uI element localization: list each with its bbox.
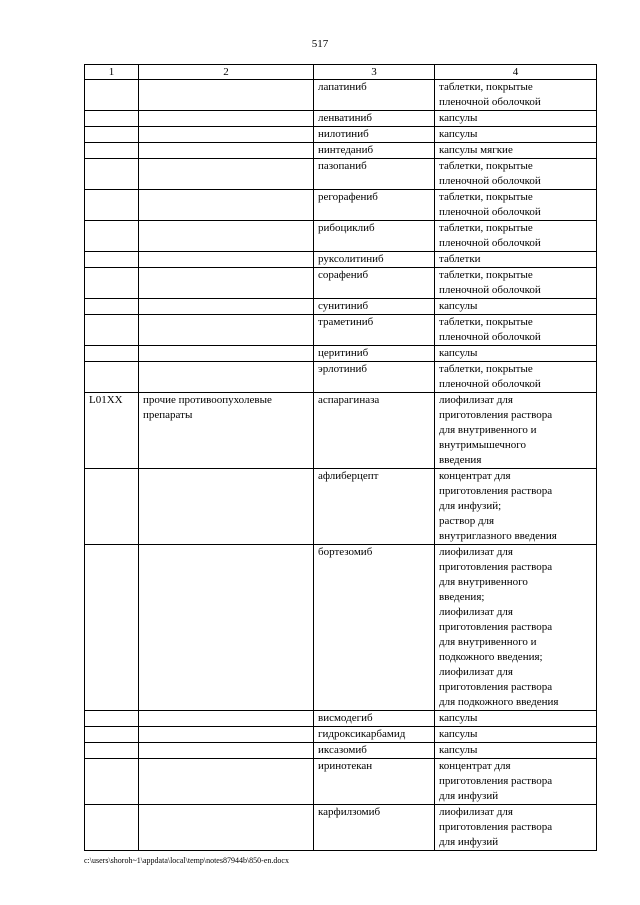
drug-name-cell bbox=[314, 143, 435, 159]
drug-name-cell bbox=[314, 127, 435, 143]
drug-name-cell-text: лапатиниб bbox=[318, 81, 367, 93]
drug-name-cell-text: эрлотиниб bbox=[318, 363, 367, 375]
drug-name-cell bbox=[314, 743, 435, 759]
dosage-form-cell-text: капсулы bbox=[439, 300, 478, 312]
dosage-form-cell bbox=[435, 127, 597, 143]
drug-name-cell-text: пазопаниб bbox=[318, 160, 367, 172]
table-row bbox=[85, 469, 597, 545]
table-row bbox=[85, 127, 597, 143]
group-name-cell bbox=[139, 143, 314, 159]
table-row bbox=[85, 727, 597, 743]
dosage-form-cell-text: лиофилизат для приготовления раствора для инфузий bbox=[439, 806, 553, 848]
atc-code-cell bbox=[85, 221, 139, 252]
drug-name-cell-text: гидроксикарбамид bbox=[318, 728, 406, 740]
dosage-form-cell-text: капсулы мягкие bbox=[439, 144, 513, 156]
dosage-form-cell-text: таблетки, покрытые пленочной оболочкой bbox=[439, 269, 541, 296]
table-row bbox=[85, 545, 597, 711]
drug-name-cell-text: церитиниб bbox=[318, 347, 369, 359]
table-row bbox=[85, 252, 597, 268]
drug-table bbox=[84, 64, 597, 851]
table-row bbox=[85, 805, 597, 851]
dosage-form-cell bbox=[435, 346, 597, 362]
table-row bbox=[85, 143, 597, 159]
drug-name-cell bbox=[314, 315, 435, 346]
dosage-form-cell-text: таблетки bbox=[439, 253, 481, 265]
atc-code-cell bbox=[85, 80, 139, 111]
dosage-form-cell bbox=[435, 299, 597, 315]
dosage-form-cell bbox=[435, 805, 597, 851]
table-body bbox=[85, 80, 597, 851]
drug-name-cell bbox=[314, 805, 435, 851]
dosage-form-cell-text: капсулы bbox=[439, 744, 478, 756]
drug-name-cell-text: сорафениб bbox=[318, 269, 369, 281]
dosage-form-cell bbox=[435, 111, 597, 127]
drug-name-cell bbox=[314, 727, 435, 743]
atc-code-cell bbox=[85, 143, 139, 159]
group-name-cell bbox=[139, 393, 314, 469]
atc-code-cell bbox=[85, 127, 139, 143]
dosage-form-cell bbox=[435, 393, 597, 469]
dosage-form-cell-text: таблетки, покрытые пленочной оболочкой bbox=[439, 160, 541, 187]
table-row bbox=[85, 711, 597, 727]
dosage-form-cell bbox=[435, 80, 597, 111]
drug-name-cell bbox=[314, 252, 435, 268]
atc-code-cell bbox=[85, 111, 139, 127]
drug-name-cell-text: аспарагиназа bbox=[318, 394, 380, 406]
group-name-cell bbox=[139, 315, 314, 346]
drug-name-cell bbox=[314, 362, 435, 393]
atc-code-cell-text: L01XX bbox=[89, 394, 123, 406]
drug-name-cell bbox=[314, 111, 435, 127]
dosage-form-cell-text: лиофилизат для приготовления раствора для внутривенного введения; лиофилизат для приготовления раствора для внутривенного и подкожного введения; лиофилизат для приготовления раствора для подкожного введения bbox=[439, 546, 559, 708]
table-header-row bbox=[85, 65, 597, 80]
atc-code-cell bbox=[85, 252, 139, 268]
dosage-form-cell bbox=[435, 143, 597, 159]
table-row bbox=[85, 759, 597, 805]
drug-name-cell bbox=[314, 268, 435, 299]
dosage-form-cell bbox=[435, 727, 597, 743]
dosage-form-cell-text: таблетки, покрытые пленочной оболочкой bbox=[439, 316, 541, 343]
drug-name-cell bbox=[314, 190, 435, 221]
drug-name-cell-text: нинтеданиб bbox=[318, 144, 374, 156]
drug-name-cell-text: руксолитиниб bbox=[318, 253, 384, 265]
atc-code-cell bbox=[85, 315, 139, 346]
atc-code-cell bbox=[85, 805, 139, 851]
dosage-form-cell-text: концентрат для приготовления раствора для инфузий; раствор для внутриглазного введения bbox=[439, 470, 557, 542]
drug-name-cell bbox=[314, 80, 435, 111]
header-col-2: 2 bbox=[139, 65, 314, 80]
drug-name-cell-text: афлиберцепт bbox=[318, 470, 379, 482]
table-row bbox=[85, 393, 597, 469]
drug-name-cell bbox=[314, 299, 435, 315]
table-row bbox=[85, 268, 597, 299]
dosage-form-cell-text: капсулы bbox=[439, 347, 478, 359]
drug-name-cell-text: иксазомиб bbox=[318, 744, 367, 756]
table-row bbox=[85, 362, 597, 393]
dosage-form-cell-text: таблетки, покрытые пленочной оболочкой bbox=[439, 222, 541, 249]
group-name-cell bbox=[139, 127, 314, 143]
dosage-form-cell bbox=[435, 315, 597, 346]
header-col-3: 3 bbox=[314, 65, 435, 80]
atc-code-cell bbox=[85, 393, 139, 469]
dosage-form-cell bbox=[435, 469, 597, 545]
group-name-cell bbox=[139, 111, 314, 127]
footer-file-path: c:\users\shoroh~1\appdata\local\temp\notes87944b\850-en.docx bbox=[84, 856, 289, 865]
group-name-cell bbox=[139, 268, 314, 299]
drug-name-cell-text: карфилзомиб bbox=[318, 806, 381, 818]
drug-name-cell bbox=[314, 711, 435, 727]
atc-code-cell bbox=[85, 545, 139, 711]
drug-name-cell bbox=[314, 545, 435, 711]
drug-name-cell-text: нилотиниб bbox=[318, 128, 369, 140]
group-name-cell bbox=[139, 711, 314, 727]
group-name-cell bbox=[139, 159, 314, 190]
drug-name-cell bbox=[314, 221, 435, 252]
group-name-cell bbox=[139, 743, 314, 759]
group-name-cell bbox=[139, 362, 314, 393]
drug-name-cell bbox=[314, 469, 435, 545]
dosage-form-cell bbox=[435, 743, 597, 759]
dosage-form-cell bbox=[435, 159, 597, 190]
drug-name-cell-text: бортезомиб bbox=[318, 546, 373, 558]
table-row bbox=[85, 346, 597, 362]
dosage-form-cell bbox=[435, 190, 597, 221]
page-number: 517 bbox=[311, 38, 329, 50]
dosage-form-cell-text: таблетки, покрытые пленочной оболочкой bbox=[439, 363, 541, 390]
table-row bbox=[85, 159, 597, 190]
atc-code-cell bbox=[85, 727, 139, 743]
group-name-cell bbox=[139, 190, 314, 221]
table-row bbox=[85, 80, 597, 111]
dosage-form-cell bbox=[435, 268, 597, 299]
atc-code-cell bbox=[85, 190, 139, 221]
dosage-form-cell-text: концентрат для приготовления раствора для инфузий bbox=[439, 760, 553, 802]
dosage-form-cell-text: таблетки, покрытые пленочной оболочкой bbox=[439, 191, 541, 218]
atc-code-cell bbox=[85, 743, 139, 759]
drug-name-cell-text: висмодегиб bbox=[318, 712, 373, 724]
group-name-cell bbox=[139, 346, 314, 362]
group-name-cell bbox=[139, 80, 314, 111]
group-name-cell bbox=[139, 727, 314, 743]
dosage-form-cell bbox=[435, 252, 597, 268]
drug-name-cell-text: рибоциклиб bbox=[318, 222, 375, 234]
group-name-cell bbox=[139, 759, 314, 805]
table-row bbox=[85, 743, 597, 759]
dosage-form-cell-text: капсулы bbox=[439, 128, 478, 140]
atc-code-cell bbox=[85, 346, 139, 362]
group-name-cell bbox=[139, 545, 314, 711]
atc-code-cell bbox=[85, 268, 139, 299]
table-row bbox=[85, 221, 597, 252]
header-col-1: 1 bbox=[85, 65, 139, 80]
table-row bbox=[85, 299, 597, 315]
group-name-cell bbox=[139, 221, 314, 252]
atc-code-cell bbox=[85, 469, 139, 545]
dosage-form-cell bbox=[435, 545, 597, 711]
group-name-cell bbox=[139, 805, 314, 851]
drug-name-cell-text: регорафениб bbox=[318, 191, 378, 203]
drug-name-cell bbox=[314, 159, 435, 190]
atc-code-cell bbox=[85, 362, 139, 393]
drug-name-cell bbox=[314, 346, 435, 362]
group-name-cell bbox=[139, 469, 314, 545]
group-name-cell bbox=[139, 252, 314, 268]
dosage-form-cell bbox=[435, 362, 597, 393]
drug-name-cell-text: сунитиниб bbox=[318, 300, 369, 312]
drug-name-cell-text: траметиниб bbox=[318, 316, 374, 328]
drug-name-cell-text: иринотекан bbox=[318, 760, 373, 772]
dosage-form-cell-text: капсулы bbox=[439, 112, 478, 124]
group-name-cell-text: прочие противоопухолевые препараты bbox=[143, 394, 272, 421]
dosage-form-cell-text: лиофилизат для приготовления раствора для внутривенного и внутримышечного введения bbox=[439, 394, 553, 466]
atc-code-cell bbox=[85, 711, 139, 727]
table-row bbox=[85, 111, 597, 127]
header-col-4: 4 bbox=[435, 65, 597, 80]
drug-name-cell bbox=[314, 759, 435, 805]
dosage-form-cell-text: таблетки, покрытые пленочной оболочкой bbox=[439, 81, 541, 108]
drug-name-cell bbox=[314, 393, 435, 469]
atc-code-cell bbox=[85, 759, 139, 805]
drug-name-cell-text: ленватиниб bbox=[318, 112, 372, 124]
atc-code-cell bbox=[85, 299, 139, 315]
table-row bbox=[85, 190, 597, 221]
dosage-form-cell-text: капсулы bbox=[439, 728, 478, 740]
dosage-form-cell bbox=[435, 711, 597, 727]
atc-code-cell bbox=[85, 159, 139, 190]
dosage-form-cell-text: капсулы bbox=[439, 712, 478, 724]
dosage-form-cell bbox=[435, 759, 597, 805]
table-row bbox=[85, 315, 597, 346]
dosage-form-cell bbox=[435, 221, 597, 252]
group-name-cell bbox=[139, 299, 314, 315]
